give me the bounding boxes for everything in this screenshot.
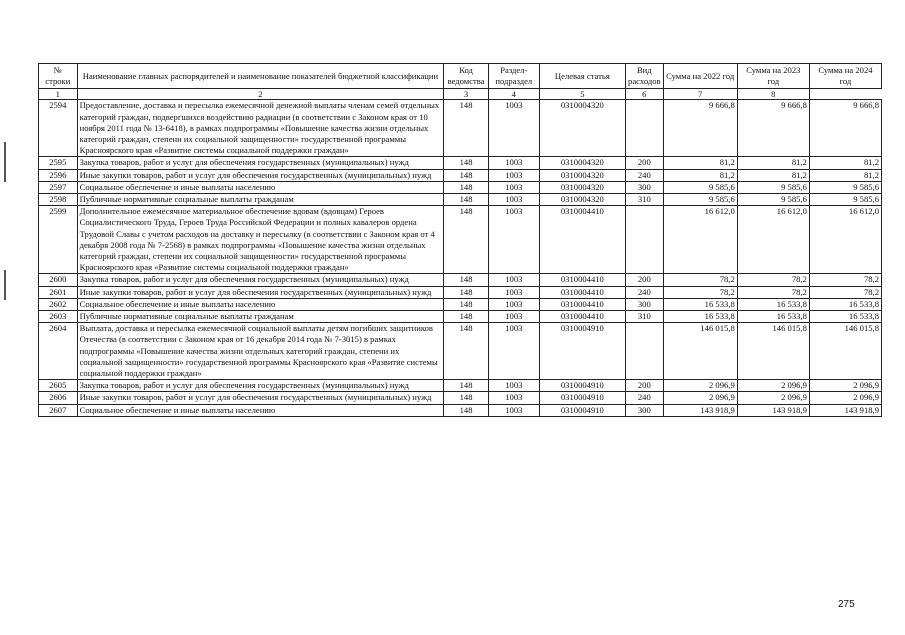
sum-2023: 78,2 <box>737 286 809 298</box>
table-row <box>39 157 882 169</box>
table-row <box>39 194 882 206</box>
table-row <box>39 311 882 323</box>
department-code: 148 <box>444 206 489 274</box>
row-number: 2596 <box>39 169 78 181</box>
sum-2024: 146 015,8 <box>809 323 881 380</box>
sum-2023: 9 585,6 <box>737 181 809 193</box>
table-row <box>39 206 882 274</box>
row-name: Иные закупки товаров, работ и услуг для обеспечения государственных (муниципальных) нужд <box>77 392 444 404</box>
sum-2024: 9 585,6 <box>809 181 881 193</box>
expense-type: 200 <box>626 274 664 286</box>
column-number: 1 <box>39 89 78 100</box>
target-article: 0310004320 <box>539 100 625 157</box>
budget-table <box>38 63 882 417</box>
sum-2024: 2 096,9 <box>809 392 881 404</box>
table-row <box>39 169 882 181</box>
sum-2022: 16 612,0 <box>663 206 737 274</box>
row-number: 2597 <box>39 181 78 193</box>
row-name: Иные закупки товаров, работ и услуг для обеспечения государственных (муниципальных) нужд <box>77 286 444 298</box>
expense-type: 200 <box>626 157 664 169</box>
section-code: 1003 <box>488 274 539 286</box>
department-code: 148 <box>444 323 489 380</box>
sum-2024: 9 666,8 <box>809 100 881 157</box>
row-name: Дополнительное ежемесячное материальное обеспечение вдовам (вдовцам) Героев Социалистического Труда, Героев Труда Российской Федерации и полных кавалеров ордена Трудовой Славы с учетом расходов на доставку и пересылку (в соответствии с Законом края от 4 декабря 2008 года № 7-2568) в рамках подпрограммы «Повышение качества жизни отдельных категорий граждан, степени их социальной защищенности» государственной программы Красноярского края «Развитие системы социальной поддержки граждан» <box>77 206 444 274</box>
department-code: 148 <box>444 286 489 298</box>
sum-2024: 78,2 <box>809 286 881 298</box>
section-code: 1003 <box>488 206 539 274</box>
sum-2024: 16 533,8 <box>809 311 881 323</box>
row-number: 2603 <box>39 311 78 323</box>
expense-type <box>626 323 664 380</box>
target-article: 0310004410 <box>539 298 625 310</box>
scan-edge-mark <box>4 270 6 300</box>
target-article: 0310004910 <box>539 323 625 380</box>
section-code: 1003 <box>488 157 539 169</box>
department-code: 148 <box>444 194 489 206</box>
table-row <box>39 274 882 286</box>
department-code: 148 <box>444 311 489 323</box>
sum-2024: 16 612,0 <box>809 206 881 274</box>
sum-2022: 146 015,8 <box>663 323 737 380</box>
column-number-row <box>39 89 882 100</box>
target-article: 0310004320 <box>539 157 625 169</box>
expense-type: 300 <box>626 404 664 416</box>
department-code: 148 <box>444 100 489 157</box>
section-code: 1003 <box>488 169 539 181</box>
row-name: Предоставление, доставка и пересылка ежемесячной денежной выплаты членам семей отдельных категорий граждан, подвергшихся воздействию радиации (в соответствии с Законом края от 10 ноября 2011 года № 13-6418), в рамках подпрограммы «Повышение качества жизни отдельных категорий граждан, степени их социальной защищенности» государственной программы Красноярского края «Развитие системы социальной поддержки граждан» <box>77 100 444 157</box>
row-name: Закупка товаров, работ и услуг для обеспечения государственных (муниципальных) нужд <box>77 274 444 286</box>
header-row <box>39 64 882 89</box>
sum-2022: 9 666,8 <box>663 100 737 157</box>
row-number: 2606 <box>39 392 78 404</box>
sum-2022: 16 533,8 <box>663 298 737 310</box>
sum-2023: 9 666,8 <box>737 100 809 157</box>
sum-2024: 16 533,8 <box>809 298 881 310</box>
target-article: 0310004910 <box>539 380 625 392</box>
section-code: 1003 <box>488 392 539 404</box>
row-name: Социальное обеспечение и иные выплаты населению <box>77 404 444 416</box>
sum-2023: 2 096,9 <box>737 392 809 404</box>
row-number: 2600 <box>39 274 78 286</box>
section-code: 1003 <box>488 380 539 392</box>
sum-2024: 81,2 <box>809 157 881 169</box>
row-name: Закупка товаров, работ и услуг для обеспечения государственных (муниципальных) нужд <box>77 380 444 392</box>
sum-2023: 16 533,8 <box>737 311 809 323</box>
department-code: 148 <box>444 392 489 404</box>
section-code: 1003 <box>488 323 539 380</box>
header-name: Наименование главных распорядителей и наименование показателей бюджетной классификации <box>77 64 444 89</box>
target-article: 0310004910 <box>539 392 625 404</box>
header-expense-type: Вид расходов <box>626 64 664 89</box>
table-row <box>39 404 882 416</box>
sum-2022: 9 585,6 <box>663 194 737 206</box>
target-article: 0310004410 <box>539 311 625 323</box>
expense-type: 240 <box>626 392 664 404</box>
row-name: Иные закупки товаров, работ и услуг для обеспечения государственных (муниципальных) нужд <box>77 169 444 181</box>
row-number: 2605 <box>39 380 78 392</box>
row-number: 2601 <box>39 286 78 298</box>
sum-2023: 81,2 <box>737 157 809 169</box>
section-code: 1003 <box>488 298 539 310</box>
sum-2022: 2 096,9 <box>663 380 737 392</box>
column-number: 6 <box>626 89 664 100</box>
table-row <box>39 298 882 310</box>
sum-2023: 81,2 <box>737 169 809 181</box>
header-department-code: Код ведомства <box>444 64 489 89</box>
expense-type <box>626 206 664 274</box>
sum-2024: 143 918,9 <box>809 404 881 416</box>
expense-type: 310 <box>626 194 664 206</box>
row-number: 2599 <box>39 206 78 274</box>
header-section: Раздел-подраздел <box>488 64 539 89</box>
column-number: 7 <box>663 89 737 100</box>
row-number: 2594 <box>39 100 78 157</box>
sum-2022: 81,2 <box>663 157 737 169</box>
expense-type: 240 <box>626 169 664 181</box>
target-article: 0310004320 <box>539 194 625 206</box>
column-number: 3 <box>444 89 489 100</box>
row-name: Закупка товаров, работ и услуг для обеспечения государственных (муниципальных) нужд <box>77 157 444 169</box>
row-name: Социальное обеспечение и иные выплаты населению <box>77 181 444 193</box>
section-code: 1003 <box>488 100 539 157</box>
table-row <box>39 380 882 392</box>
sum-2022: 9 585,6 <box>663 181 737 193</box>
page-number: 275 <box>838 599 855 610</box>
expense-type: 300 <box>626 298 664 310</box>
sum-2024: 81,2 <box>809 169 881 181</box>
target-article: 0310004410 <box>539 286 625 298</box>
sum-2022: 78,2 <box>663 286 737 298</box>
table-row <box>39 323 882 380</box>
sum-2022: 78,2 <box>663 274 737 286</box>
section-code: 1003 <box>488 181 539 193</box>
column-number: 8 <box>737 89 809 100</box>
sum-2023: 16 533,8 <box>737 298 809 310</box>
sum-2023: 143 918,9 <box>737 404 809 416</box>
sum-2023: 2 096,9 <box>737 380 809 392</box>
section-code: 1003 <box>488 311 539 323</box>
header-sum-2024: Сумма на 2024 год <box>809 64 881 89</box>
department-code: 148 <box>444 157 489 169</box>
department-code: 148 <box>444 169 489 181</box>
sum-2022: 2 096,9 <box>663 392 737 404</box>
header-row-number: № строки <box>39 64 78 89</box>
target-article: 0310004410 <box>539 274 625 286</box>
sum-2024: 9 585,6 <box>809 194 881 206</box>
department-code: 148 <box>444 181 489 193</box>
department-code: 148 <box>444 380 489 392</box>
row-name: Выплата, доставка и пересылка ежемесячной социальной выплаты детям погибших защитников Отечества (в соответствии с Законом края от 16 декабря 2014 года № 7-3015) в рамках подпрограммы «Повышение качества жизни отдельных категорий граждан, степени их социальной защищенности» государственной программы Красноярского края «Развитие системы социальной поддержки граждан» <box>77 323 444 380</box>
expense-type <box>626 100 664 157</box>
target-article: 0310004410 <box>539 206 625 274</box>
section-code: 1003 <box>488 286 539 298</box>
sum-2023: 9 585,6 <box>737 194 809 206</box>
sum-2023: 78,2 <box>737 274 809 286</box>
row-number: 2602 <box>39 298 78 310</box>
header-target-article: Целевая статья <box>539 64 625 89</box>
column-number: 2 <box>77 89 444 100</box>
header-sum-2023: Сумма на 2023 год <box>737 64 809 89</box>
table-row <box>39 392 882 404</box>
target-article: 0310004320 <box>539 169 625 181</box>
row-name: Публичные нормативные социальные выплаты гражданам <box>77 311 444 323</box>
sum-2023: 16 612,0 <box>737 206 809 274</box>
table-row <box>39 181 882 193</box>
table-row <box>39 100 882 157</box>
section-code: 1003 <box>488 194 539 206</box>
column-number: 5 <box>539 89 625 100</box>
department-code: 148 <box>444 274 489 286</box>
target-article: 0310004320 <box>539 181 625 193</box>
department-code: 148 <box>444 298 489 310</box>
department-code: 148 <box>444 404 489 416</box>
section-code: 1003 <box>488 404 539 416</box>
row-number: 2598 <box>39 194 78 206</box>
sum-2022: 143 918,9 <box>663 404 737 416</box>
table-body <box>39 100 882 416</box>
row-name: Публичные нормативные социальные выплаты гражданам <box>77 194 444 206</box>
expense-type: 240 <box>626 286 664 298</box>
sum-2022: 16 533,8 <box>663 311 737 323</box>
sum-2023: 146 015,8 <box>737 323 809 380</box>
sum-2022: 81,2 <box>663 169 737 181</box>
sum-2024: 78,2 <box>809 274 881 286</box>
column-number: 4 <box>488 89 539 100</box>
row-number: 2595 <box>39 157 78 169</box>
table-row <box>39 286 882 298</box>
header-sum-2022: Сумма на 2022 год <box>663 64 737 89</box>
expense-type: 310 <box>626 311 664 323</box>
expense-type: 200 <box>626 380 664 392</box>
row-number: 2607 <box>39 404 78 416</box>
expense-type: 300 <box>626 181 664 193</box>
row-name: Социальное обеспечение и иные выплаты населению <box>77 298 444 310</box>
sum-2024: 2 096,9 <box>809 380 881 392</box>
scan-edge-mark <box>4 142 6 182</box>
target-article: 0310004910 <box>539 404 625 416</box>
row-number: 2604 <box>39 323 78 380</box>
